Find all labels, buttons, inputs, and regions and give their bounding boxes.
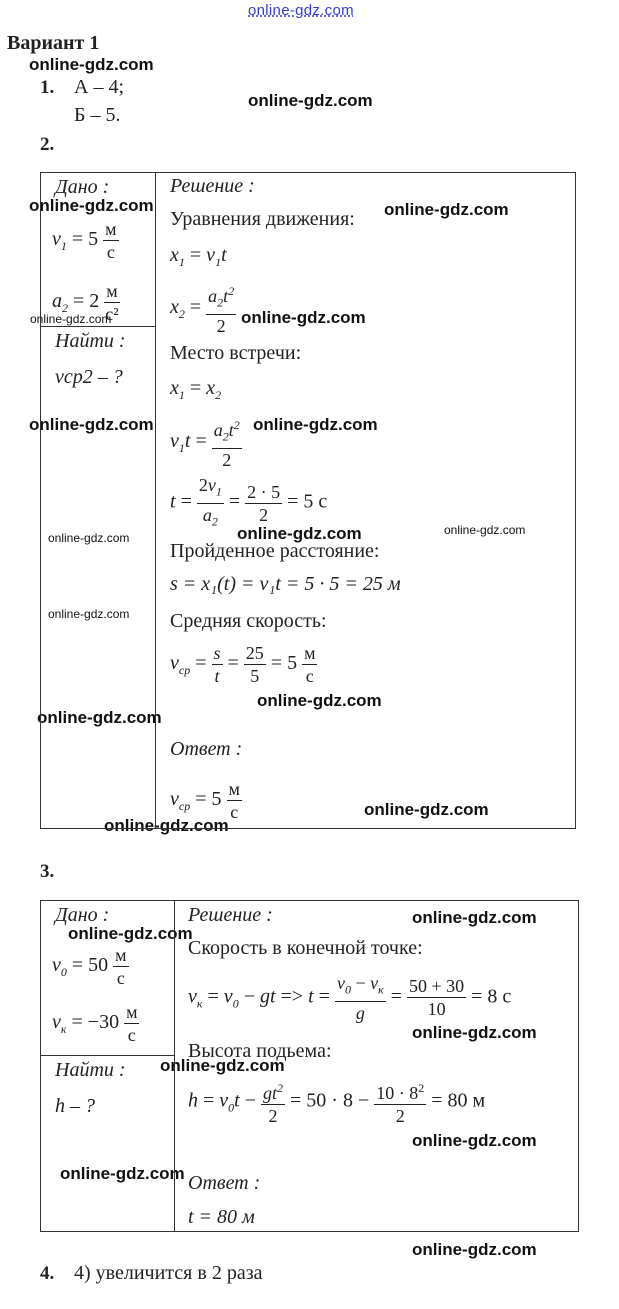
unit-den: с <box>106 242 115 262</box>
watermark-top: online-gdz.com <box>248 2 354 19</box>
watermark: online-gdz.com <box>37 708 162 727</box>
q2-find-text: vср2 – ? <box>55 366 123 388</box>
q2-s-value: s = x₁(t) = v₁t = 5 · 5 = 25 м <box>170 573 401 595</box>
q2-v1t: $v_1t$ = $\frac{a_2t^2}{2}$ <box>170 414 242 471</box>
unit-num: м <box>106 281 118 301</box>
q1-line2: Б – 5. <box>74 104 121 126</box>
q2-answer-value: = 5 <box>195 788 222 811</box>
q2-avg-speed: Средняя скорость: <box>170 610 327 632</box>
q2-answer-label: Ответ : <box>170 738 243 760</box>
watermark: online-gdz.com <box>384 200 509 219</box>
watermark: online-gdz.com <box>104 816 229 835</box>
q3-vk: $v_к = -30$ $\frac{м}{с}$ <box>52 1002 138 1045</box>
watermark: online-gdz.com <box>30 312 112 326</box>
variant-title: Вариант 1 <box>7 32 100 54</box>
q2-distance: Пройденное расстояние: <box>170 540 380 562</box>
q3-number: 3. <box>40 861 55 882</box>
q2-number: 2. <box>40 134 55 155</box>
q1-line1: А – 4; <box>74 76 124 98</box>
watermark: online-gdz.com <box>160 1056 285 1075</box>
watermark: online-gdz.com <box>29 196 154 215</box>
q3-answer-label: Ответ : <box>188 1172 261 1194</box>
watermark: online-gdz.com <box>412 908 537 927</box>
unit-num: м <box>126 1002 138 1022</box>
watermark: online-gdz.com <box>364 800 489 819</box>
watermark: online-gdz.com <box>68 924 193 943</box>
q2-divider <box>155 172 156 828</box>
watermark: online-gdz.com <box>60 1164 185 1183</box>
watermark: online-gdz.com <box>444 523 526 537</box>
q2-v1: $v_1 = 5$ $\frac{м}{с}$ <box>52 219 117 262</box>
unit-num: м <box>304 643 316 663</box>
watermark: online-gdz.com <box>241 308 366 327</box>
q3-given-divider <box>40 1055 175 1056</box>
q2-meeting-place: Место встречи: <box>170 342 302 364</box>
watermark: online-gdz.com <box>237 524 362 543</box>
q3-given-label: Дано : <box>55 904 110 926</box>
watermark: online-gdz.com <box>29 415 154 434</box>
q3-divider <box>174 900 175 1231</box>
q3-height: Высота подьема: <box>188 1040 332 1062</box>
q2-x2-eq: $x_2$ = $\frac{a_2t^2}{2}$ <box>170 280 236 337</box>
q3-find-text: h – ? <box>55 1095 95 1117</box>
watermark: online-gdz.com <box>48 531 130 545</box>
watermark: online-gdz.com <box>257 691 382 710</box>
q3-find-label: Найти : <box>55 1059 126 1081</box>
q4-number: 4. <box>40 1263 55 1284</box>
q3-t-eq: $v_к = v_0$ − gt => t = $\frac{v_0 - v_к}{g}$ = $\frac{50 + 30}{10}$ = 8 с <box>188 973 512 1023</box>
watermark: online-gdz.com <box>248 91 373 110</box>
q2-answer: $v_{ср} = 5$ $\frac{м}{с}$ <box>170 779 240 822</box>
q2-t-eq: t = $\frac{2v_1}{a_2}$ = $\frac{2 \cdot 5}{2}$ = 5 с <box>170 475 328 529</box>
q2-vcp-eq: $v_{ср}$ = $\frac{s}{t}$ = $\frac{25}{5}$ = 5 $\frac{м}{с}$ <box>170 643 316 686</box>
q2-t-value: = 5 с <box>287 490 328 513</box>
q1-number: 1. <box>40 77 55 98</box>
unit-den: с <box>305 666 314 686</box>
q2-x1-eq: $x_1 = v_1t$ <box>170 244 227 269</box>
q2-a2: $a_2 = 2$ $\frac{м}{\text{с²}}$ <box>52 281 119 324</box>
unit-num: м <box>105 219 117 239</box>
q3-speed-end: Скорость в конечной точке: <box>188 937 423 959</box>
q2-find-label: Найти : <box>55 330 126 352</box>
q2-given-label: Дано : <box>55 176 110 198</box>
q2-eq-motion: Уравнения движения: <box>170 208 355 230</box>
q3-h-eq: $h = v_0t$ − $\frac{gt^2}{2}$ = 50 · 8 − $\frac{10 \cdot 8^2}{2}$ = 80 м <box>188 1077 485 1127</box>
q2-given-divider <box>40 326 156 327</box>
watermark: online-gdz.com <box>48 607 130 621</box>
q2-solution-label: Решение : <box>170 175 255 197</box>
unit-num: м <box>115 945 127 965</box>
watermark: online-gdz.com <box>412 1023 537 1042</box>
q3-solution-label: Решение : <box>188 904 273 926</box>
q2-vcp-value: = 5 <box>270 652 298 675</box>
q3-answer-value: t = 80 м <box>188 1206 255 1228</box>
watermark: online-gdz.com <box>412 1131 537 1150</box>
q4-text: 4) увеличится в 2 раза <box>74 1262 263 1284</box>
q3-h-result: = 80 м <box>431 1089 486 1112</box>
unit-den: с <box>127 1025 136 1045</box>
unit-num: м <box>228 779 240 799</box>
unit-den: с² <box>105 304 119 324</box>
unit-den: с <box>116 968 125 988</box>
unit-den: с <box>230 802 239 822</box>
watermark: online-gdz.com <box>253 415 378 434</box>
watermark: online-gdz.com <box>29 55 154 74</box>
q3-t-result: = 8 с <box>471 985 512 1008</box>
q2-x1-x2: $x_1 = x_2$ <box>170 377 222 402</box>
q3-v0: $v_0 = 50$ $\frac{м}{с}$ <box>52 945 127 988</box>
watermark: online-gdz.com <box>412 1240 537 1259</box>
